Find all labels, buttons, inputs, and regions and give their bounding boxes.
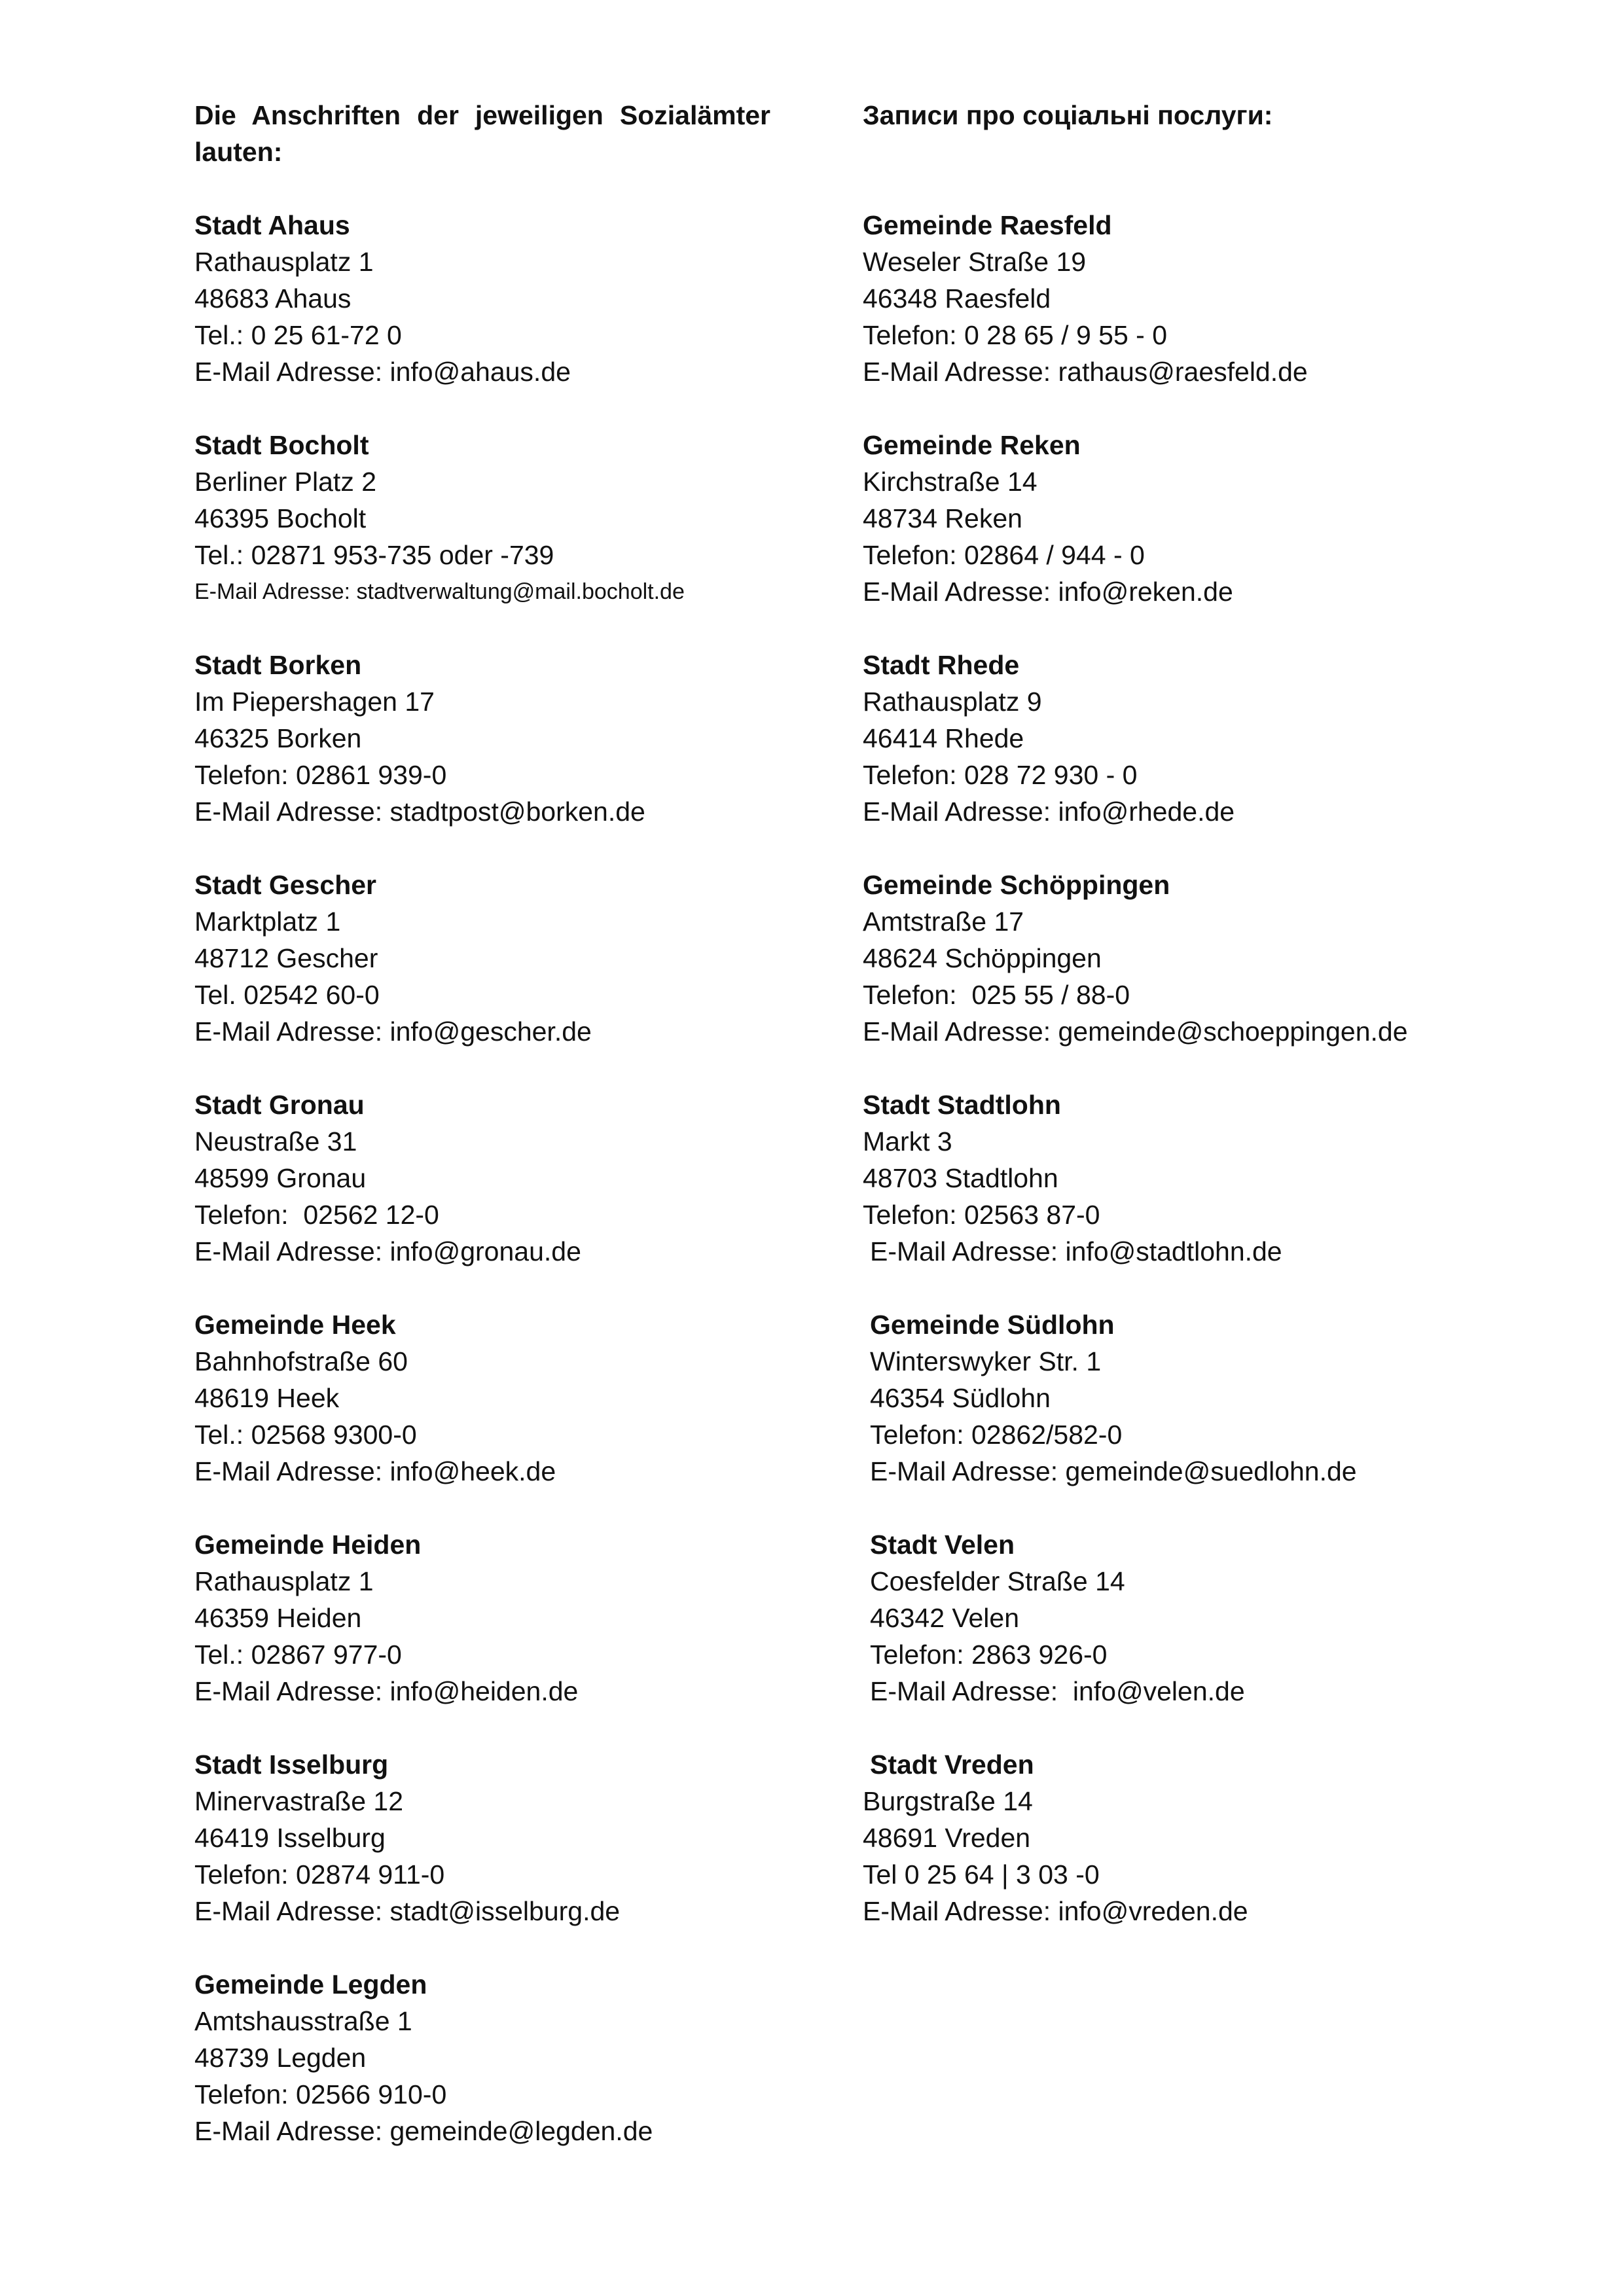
address-entry — [863, 207, 1517, 390]
postal-city: 46342 Velen — [870, 1603, 1020, 1633]
left-column — [194, 97, 770, 2186]
right-entries — [863, 207, 1517, 1929]
street: Markt 3 — [863, 1126, 952, 1157]
street: Rathausplatz 1 — [194, 247, 374, 277]
phone: Telefon: 02862/582-0 — [870, 1420, 1123, 1450]
email: E-Mail Adresse: stadtverwaltung@mail.bocholt.de — [194, 579, 685, 604]
office-name: Stadt Stadtlohn — [863, 1090, 1061, 1120]
postal-city: 48624 Schöppingen — [863, 943, 1102, 973]
street: Burgstraße 14 — [863, 1786, 1033, 1816]
email: E-Mail Adresse: info@ahaus.de — [194, 357, 571, 387]
postal-city: 46354 Südlohn — [870, 1383, 1051, 1413]
postal-city: 46395 Bocholt — [194, 503, 367, 533]
phone: Tel 0 25 64 | 3 03 -0 — [863, 1859, 1100, 1890]
email: E-Mail Adresse: info@rhede.de — [863, 797, 1235, 827]
email: E-Mail Adresse: gemeinde@schoeppingen.de — [863, 1016, 1408, 1047]
postal-city: 46419 Isselburg — [194, 1823, 386, 1853]
phone: Telefon: 02864 / 944 - 0 — [863, 540, 1145, 570]
address-entry — [194, 1306, 770, 1490]
address-entry — [194, 1526, 770, 1710]
phone: Tel.: 0 25 61-72 0 — [194, 320, 402, 350]
office-name: Gemeinde Südlohn — [870, 1310, 1115, 1340]
address-entry — [194, 1746, 770, 1929]
office-name: Stadt Vreden — [870, 1749, 1034, 1780]
address-entry — [863, 867, 1517, 1050]
phone: Telefon: 028 72 930 - 0 — [863, 760, 1138, 790]
street: Kirchstraße 14 — [863, 467, 1038, 497]
street: Marktplatz 1 — [194, 906, 341, 937]
phone: Tel.: 02568 9300-0 — [194, 1420, 417, 1450]
address-entry — [863, 1526, 1517, 1710]
street: Rathausplatz 1 — [194, 1566, 374, 1596]
office-name: Gemeinde Schöppingen — [863, 870, 1170, 900]
office-name: Gemeinde Reken — [863, 430, 1081, 460]
office-name: Gemeinde Raesfeld — [863, 210, 1112, 240]
email: E-Mail Adresse: info@reken.de — [863, 577, 1233, 607]
street: Berliner Platz 2 — [194, 467, 377, 497]
phone: Telefon: 0 28 65 / 9 55 - 0 — [863, 320, 1167, 350]
email: E-Mail Adresse: stadtpost@borken.de — [194, 797, 645, 827]
street: Rathausplatz 9 — [863, 687, 1042, 717]
street: Bahnhofstraße 60 — [194, 1346, 408, 1376]
postal-city: 46348 Raesfeld — [863, 283, 1051, 314]
address-entry — [863, 647, 1517, 830]
street: Coesfelder Straße 14 — [870, 1566, 1125, 1596]
street: Neustraße 31 — [194, 1126, 357, 1157]
office-name: Gemeinde Legden — [194, 1969, 427, 2000]
office-name: Stadt Isselburg — [194, 1749, 389, 1780]
postal-city: 48619 Heek — [194, 1383, 340, 1413]
office-name: Gemeinde Heek — [194, 1310, 396, 1340]
phone: Tel.: 02871 953-735 oder -739 — [194, 540, 554, 570]
postal-city: 48739 Legden — [194, 2043, 367, 2073]
office-name: Stadt Bocholt — [194, 430, 369, 460]
right-heading: Записи про соціальні послуги: — [863, 100, 1273, 130]
address-entry — [863, 427, 1517, 610]
email: E-Mail Adresse: info@gescher.de — [194, 1016, 592, 1047]
office-name: Stadt Gronau — [194, 1090, 365, 1120]
office-name: Stadt Gescher — [194, 870, 376, 900]
address-entry — [194, 1086, 770, 1270]
email: E-Mail Adresse: info@gronau.de — [194, 1236, 581, 1266]
phone: Tel.: 02867 977-0 — [194, 1640, 402, 1670]
address-entry — [194, 207, 770, 390]
address-entry — [194, 867, 770, 1050]
email: E-Mail Adresse: gemeinde@suedlohn.de — [870, 1456, 1357, 1486]
postal-city: 48703 Stadtlohn — [863, 1163, 1058, 1193]
office-name: Stadt Velen — [870, 1530, 1015, 1560]
postal-city: 46325 Borken — [194, 723, 362, 753]
email: E-Mail Adresse: rathaus@raesfeld.de — [863, 357, 1308, 387]
street: Amtstraße 17 — [863, 906, 1024, 937]
postal-city: 48683 Ahaus — [194, 283, 352, 314]
phone: Telefon: 025 55 / 88-0 — [863, 980, 1130, 1010]
phone: Telefon: 02562 12-0 — [194, 1200, 439, 1230]
email: E-Mail Adresse: info@vreden.de — [863, 1896, 1248, 1926]
postal-city: 48712 Gescher — [194, 943, 378, 973]
email: E-Mail Adresse: gemeinde@legden.de — [194, 2116, 653, 2146]
street: Amtshausstraße 1 — [194, 2006, 412, 2036]
address-entry — [863, 1086, 1517, 1270]
email: E-Mail Adresse: info@heiden.de — [194, 1676, 579, 1706]
email: E-Mail Adresse: stadt@isselburg.de — [194, 1896, 621, 1926]
phone: Telefon: 2863 926-0 — [870, 1640, 1108, 1670]
address-entry — [194, 647, 770, 830]
phone: Telefon: 02861 939-0 — [194, 760, 447, 790]
left-heading: Die Anschriften der jeweiligen Sozialämter lauten: — [194, 100, 770, 167]
office-name: Stadt Rhede — [863, 650, 1020, 680]
email: E-Mail Adresse: info@stadtlohn.de — [870, 1236, 1282, 1266]
office-name: Stadt Ahaus — [194, 210, 350, 240]
postal-city: 48734 Reken — [863, 503, 1022, 533]
address-entry — [863, 1306, 1517, 1490]
left-entries — [194, 207, 770, 2149]
address-entry — [194, 1966, 770, 2149]
street: Minervastraße 12 — [194, 1786, 404, 1816]
postal-city: 48599 Gronau — [194, 1163, 367, 1193]
postal-city: 48691 Vreden — [863, 1823, 1031, 1853]
phone: Telefon: 02563 87-0 — [863, 1200, 1100, 1230]
street: Weseler Straße 19 — [863, 247, 1087, 277]
phone: Telefon: 02874 911-0 — [194, 1859, 445, 1890]
street: Winterswyker Str. 1 — [870, 1346, 1102, 1376]
street: Im Piepershagen 17 — [194, 687, 435, 717]
phone: Tel. 02542 60-0 — [194, 980, 380, 1010]
right-column — [863, 97, 1517, 1966]
address-entry — [863, 1746, 1517, 1929]
address-entry — [194, 427, 770, 610]
postal-city: 46414 Rhede — [863, 723, 1024, 753]
phone: Telefon: 02566 910-0 — [194, 2079, 447, 2109]
email: E-Mail Adresse: info@velen.de — [870, 1676, 1245, 1706]
email: E-Mail Adresse: info@heek.de — [194, 1456, 556, 1486]
postal-city: 46359 Heiden — [194, 1603, 362, 1633]
office-name: Stadt Borken — [194, 650, 362, 680]
office-name: Gemeinde Heiden — [194, 1530, 422, 1560]
